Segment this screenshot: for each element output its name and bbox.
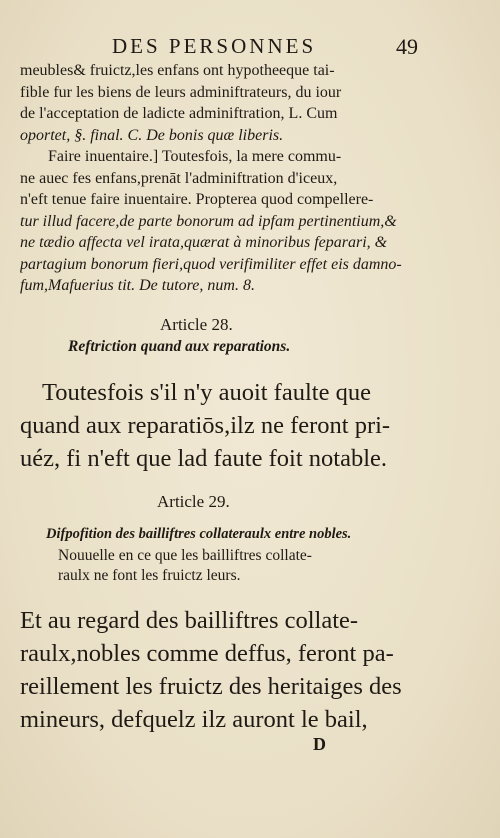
text-line: de l'acceptation de ladicte adminiftration, L. Cum [20, 105, 338, 122]
article-subtitle: Difpofition des bailliftres collateraulx entre nobles. [46, 526, 352, 542]
page-number: 49 [396, 34, 418, 59]
article-heading: Article 28. [160, 315, 233, 334]
text-line: partagium bonorum fieri,quod verifimiliter effet eis damno- [20, 255, 402, 273]
text-line: meubles& fruictz,les enfans ont hypotheeque tai- [20, 62, 335, 79]
article-text [20, 376, 426, 475]
text-line: Faire inuentaire.] Toutesfois, la mere commu- [48, 148, 342, 165]
running-title: DES PERSONNES [112, 34, 317, 58]
text-line: n'eft tenue faire inuentaire. Propterea quod compellere- [20, 191, 374, 208]
signature-mark: D [313, 734, 326, 754]
text-line: tur illud facere,de parte bonorum ad ipfam pertinentium,& [20, 212, 397, 230]
text-line: Nouuelle en ce que les bailliftres collate- [58, 547, 312, 564]
page-header [0, 30, 500, 62]
text-line: reillement les fruictz des heritaiges des [20, 673, 402, 700]
article-note [58, 546, 418, 586]
text-line: Toutesfois s'il n'y auoit faulte que [42, 379, 371, 406]
text-line: fible fur les biens de leurs adminiftrateurs, du iour [20, 83, 342, 101]
text-line: uéz, fi n'eft que lad faute foit notable. [20, 445, 387, 472]
article-text [20, 604, 426, 736]
article-subtitle: Reftriction quand aux reparations. [68, 338, 291, 355]
text-line: fum,Mafuerius tit. De tutore, num. 8. [20, 277, 255, 294]
text-line: raulx,nobles comme deffus, feront pa- [20, 640, 394, 667]
text-line: Et au regard des bailliftres collate- [20, 607, 359, 634]
text-line: ne auec fes enfans,prenāt l'adminiftration d'iceux, [20, 169, 338, 187]
text-line: raulx ne font les fruictz leurs. [58, 567, 241, 584]
text-line: mineurs, defquelz ilz auront le bail, [20, 706, 368, 733]
text-line: quand aux reparatiōs,ilz ne feront pri- [20, 412, 391, 439]
paragraph-continuation [20, 60, 426, 146]
article-heading: Article 29. [157, 492, 230, 511]
text-line: ne tædio affecta vel irata,quærat à minoribus feparari, & [20, 234, 388, 251]
commentary-paragraph [20, 146, 426, 297]
text-line: oportet, §. final. C. De bonis quæ liberis. [20, 126, 284, 144]
